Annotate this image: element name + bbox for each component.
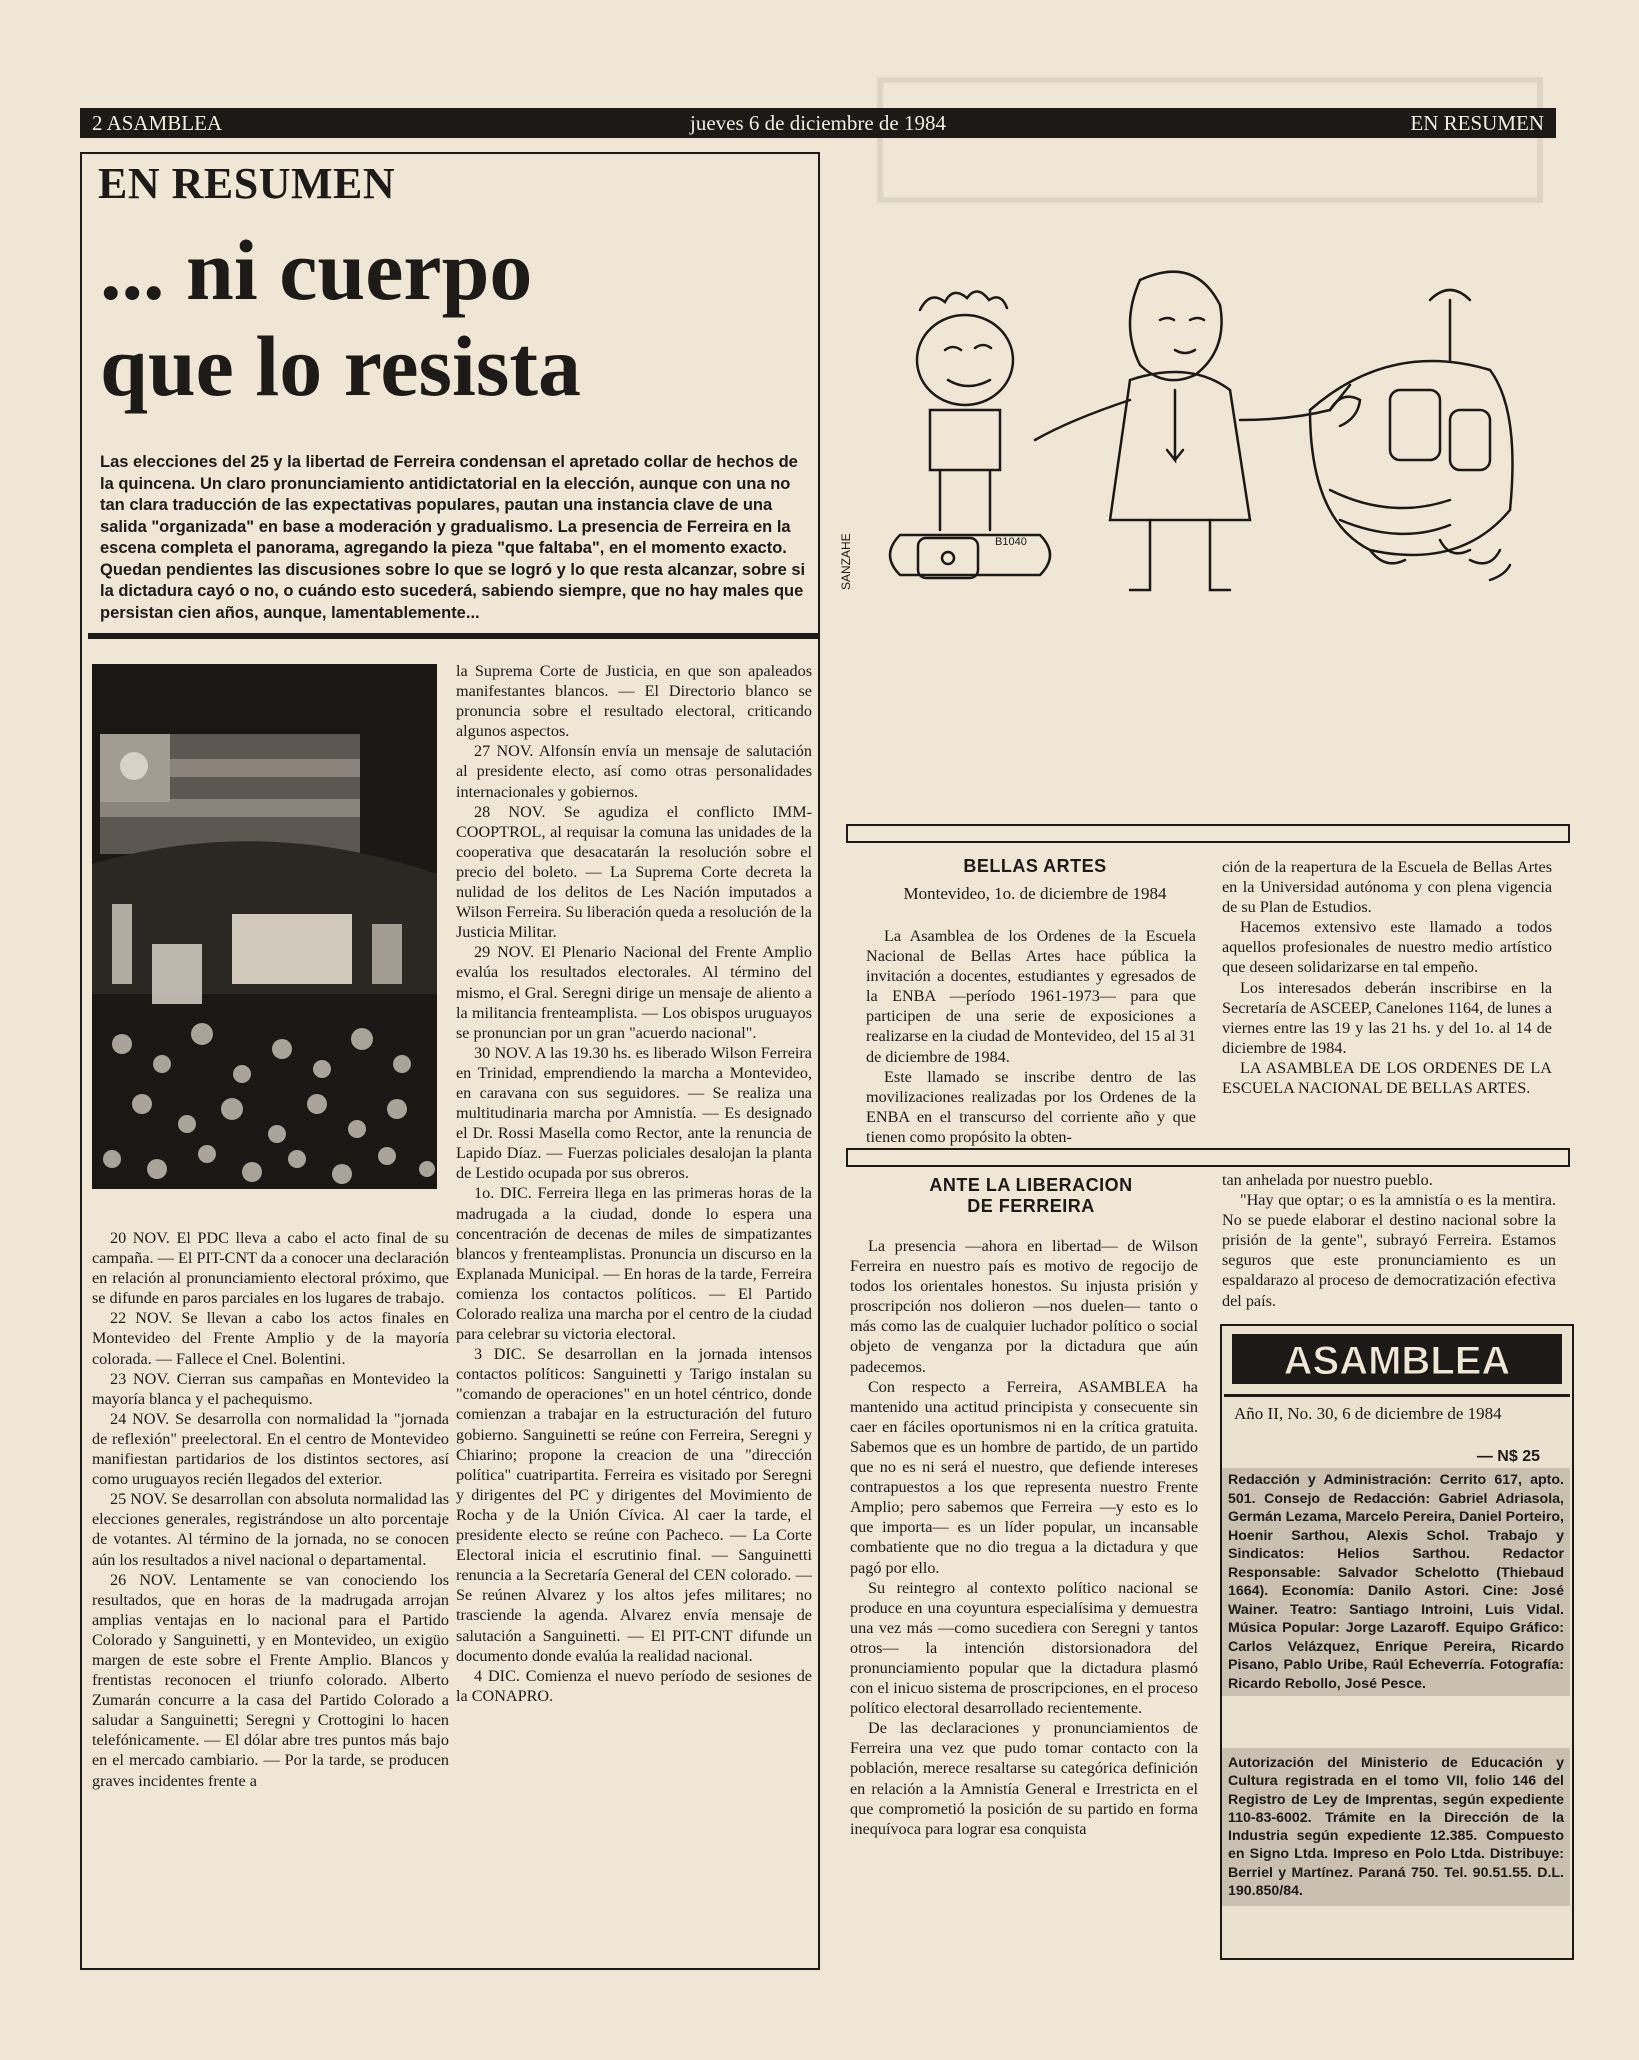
liberacion-column-left xyxy=(850,1236,1198,1839)
header-section: EN RESUMEN xyxy=(1410,111,1544,135)
chronology-entry: 22 NOV. Se llevan a cabo los actos finales en Montevideo del Frente Amplio y de la mayoría colorada. — Fallece el Cnel. Bolentini. xyxy=(92,1309,449,1368)
show-through-logo-decoration xyxy=(870,60,1550,220)
cartoon-artist-signature: SANZAHE xyxy=(839,533,853,590)
headline-line-1: ... ni cuerpo xyxy=(100,222,533,318)
chronology-entry-continued: la Suprema Corte de Justicia, en que son apaleados manifestantes blancos. — El Directorio blanco se pronuncia sobre el resultado electoral, criticando algunos aspectos. xyxy=(456,662,812,741)
lead-divider xyxy=(88,633,818,639)
bellas-artes-column-left xyxy=(866,926,1196,1147)
bellas-artes-signature: LA ASAMBLEA DE LOS ORDENES DE LA ESCUELA NACIONAL DE BELLAS ARTES. xyxy=(1222,1058,1552,1098)
chronology-column-right xyxy=(456,661,812,1706)
bellas-artes-paragraph: Los interesados deberán inscribirse en la Secretaría de ASCEEP, Canelones 1164, de lunes a viernes entre las 19 y las 21 hs. y del 1o. al 14 de diciembre de 1984. xyxy=(1222,978,1552,1057)
page-header-band xyxy=(80,108,1556,138)
chronology-column-left xyxy=(92,1228,449,1791)
chronology-entry: 4 DIC. Comienza el nuevo período de sesiones de la CONAPRO. xyxy=(456,1666,812,1705)
bellas-artes-paragraph: Hacemos extensivo este llamado a todos aquellos profesionales de nuestro medio artístico que deseen solidarizarse en tal empeño. xyxy=(1222,918,1552,977)
article-lead xyxy=(100,452,810,624)
lead-paragraph: Las elecciones del 25 y la libertad de Ferreira condensan el apretado collar de hechos de la quincena. Un claro pronunciamiento antidictatorial en la elección, aunque con una no tan clara traducción de las expectativas populares, pautan una instancia clave de una salida "organizada" en base a moderación y gradualismo. La presencia de Ferreira en la escena completa el panorama, agregando la pieza "que faltaba", en el momento exacto. xyxy=(100,453,798,557)
headline-line-2: que lo resista xyxy=(100,318,581,414)
bellas-artes-paragraph-continued: ción de la reapertura de la Escuela de Bellas Artes en la Universidad autónoma y con plena vigencia de su Plan de Estudios. xyxy=(1222,858,1552,917)
chronology-entry: 24 NOV. Se desarrolla con normalidad la "jornada de reflexión" preelectoral. En el centro de Montevideo manifiestan partidarios de los distintos sectores, así como uruguayos recién llegados del exterior. xyxy=(92,1409,449,1489)
rally-photo xyxy=(92,664,437,1189)
header-page-number: 2 ASAMBLEA xyxy=(92,111,223,135)
lead-paragraph: Quedan pendientes las discusiones sobre lo que se logró y lo que resta alcanzar, sobre si la dictadura cayó o no, o cuándo esto sucederá, sabiendo siempre, que no hay males que persistan cien años, aunque, lamentablemente... xyxy=(100,560,806,622)
liberacion-column-right xyxy=(1222,1170,1556,1311)
asamblea-logo xyxy=(1232,1334,1562,1384)
masthead-credits: Redacción y Administración: Cerrito 617, apto. 501. Consejo de Redacción: Gabriel Adriasola, Germán Lezama, Marcelo Pereira, Daniel Porteiro, Hoenir Sarthou, Alexis Schol. Trabajo y Sindicatos: Helios Sarthou. Redactor Responsable: Salvador Schelotto (Thiebaud 1664). Economía: Danilo Astori. Cine: José Wainer. Teatro: Santiago Introini, Luis Vidal. Música Popular: Jorge Lazaroff. Equipo Gráfico: Carlos Velázquez, Enrique Pereira, Ricardo Pisano, Pablo Uribe, Raúl Echeverría. Fotografía: Ricardo Rebollo, José Pesce. xyxy=(1222,1468,1570,1696)
liberacion-paragraph-continued: tan anhelada por nuestro pueblo. xyxy=(1222,1171,1433,1189)
chronology-entry: 29 NOV. El Plenario Nacional del Frente Amplio evalúa los resultados electorales. Al término del mismo, el Gral. Seregni dirige un mensaje de aliento a la militancia frenteamplista. — Los obispos uruguayos se pronuncian por un gran "acuerdo nacional". xyxy=(456,943,812,1042)
liberacion-paragraph: La presencia —ahora en libertad— de Wilson Ferreira en nuestro país es motivo de regocijo de todos los orientales honestos. Su injusta prisión y proscripción nos dolieron —nos duelen— tanto o más como las de cualquier luchador político o social objeto de venganza por la dictadura que aún padecemos. xyxy=(850,1237,1198,1376)
bellas-artes-column-right xyxy=(1222,857,1552,1098)
masthead-issue-line: Año II, No. 30, 6 de diciembre de 1984 xyxy=(1234,1404,1502,1423)
article-headline xyxy=(100,222,800,414)
bellas-artes-title: BELLAS ARTES xyxy=(963,856,1107,876)
masthead-price: — N$ 25 xyxy=(1476,1448,1540,1465)
chronology-entry: 20 NOV. El PDC lleva a cabo el acto final de su campaña. — El PIT-CNT da a conocer una declaración en relación al pronunciamiento electoral próximo, que se difunde en paros parciales en los lugares de trabajo. xyxy=(92,1229,449,1308)
bellas-artes-paragraph: La Asamblea de los Ordenes de la Escuela Nacional de Bellas Artes hace pública la invitación a docentes, estudiantes y egresados de la ENBA —período 1961-1973— para que participen de una serie de exposiciones a realizarse en la ciudad de Montevideo, del 15 al 31 de diciembre de 1984. xyxy=(866,927,1196,1066)
liberacion-title-line: DE FERREIRA xyxy=(967,1196,1095,1216)
chronology-entry: 27 NOV. Alfonsín envía un mensaje de salutación al presidente electo, así como otras personalidades internacionales y gobiernos. xyxy=(456,742,812,801)
chronology-entry: 23 NOV. Cierran sus campañas en Montevideo la mayoría blanca y el pachequismo. xyxy=(92,1369,449,1408)
liberacion-paragraph: Con respecto a Ferreira, ASAMBLEA ha mantenido una actitud principista y consecuente sin caer en fáciles oportunismos ni en la crítica gratuita. Sabemos que es un hombre de partido, de un partido que no es ni será el nuestro, que defiende intereses contrapuestos a los que representa nuestro Frente Amplio; pero sabemos que Ferreira —y esto es lo que importa— es un líder popular, un incansable combatiente que no dio tregua a la dictadura y que pagó por ello. xyxy=(850,1377,1198,1577)
liberacion-title xyxy=(866,1175,1196,1217)
chronology-entry: 3 DIC. Se desarrollan en la jornada intensos contactos políticos: Sanguinetti y Tarigo instalan su "comando de operaciones" en un hotel céntrico, donde comienzan a trabajar en la estructuración del futuro gobierno. Sanguinetti se reúne con Ferreira, Seregni y Chiarino; propone la creacion de una "dirección política" cuatripartita. Ferreira es visitado por Seregni y dirigentes del PC y dirigentes del Movimiento de Rocha y de la Unión Cívica. Al caer la tarde, el presidente electo se reúne con Pacheco. — La Corte Electoral inicia el escrutinio final. — Sanguinetti renuncia a la Secretaría General del CEN colorado. — Se reúnen Alvarez y los altos jefes militares; no trasciende la agenda. Alvarez envía mensaje de salutación a Sanguinetti. — El PIT-CNT difunde un documento donde evalúa la realidad nacional. xyxy=(456,1345,812,1665)
political-cartoon xyxy=(830,240,1550,800)
bellas-artes-dateline: Montevideo, 1o. de diciembre de 1984 xyxy=(903,884,1167,903)
chronology-entry: 25 NOV. Se desarrollan con absoluta normalidad las elecciones generales, registrándose un alto porcentaje de votantes. Al término de la jornada, no se conocen aún los resultados a nivel nacional o departamental. xyxy=(92,1490,449,1569)
liberacion-paragraph: De las declaraciones y pronunciamientos de Ferreira una vez que pudo tomar contacto con la población, merece resaltarse su categórica definición en relación a la Amnistía General e Irrestricta en el que comprometió la posición de su partido en forma inequívoca para lograr esa conquista xyxy=(850,1719,1198,1838)
liberacion-paragraph: Su reintegro al contexto político nacional se produce en una coyuntura especialísima y demuestra una vez más —como sucediera con Seregni y tantos otros— la intención distorsionadora del pronunciamiento popular que la dictadura plasmó con el inicuo sistema de proscripciones, en el proceso político electoral desarrollado recientemente. xyxy=(850,1578,1198,1718)
masthead-divider xyxy=(1224,1394,1570,1397)
header-date: jueves 6 de diciembre de 1984 xyxy=(690,111,946,135)
bellas-artes-paragraph: Este llamado se inscribe dentro de las movilizaciones realizadas por los Ordenes de la ENBA en el transcurso del corriente año y que tienen como propósito la obten- xyxy=(866,1067,1196,1146)
chronology-entry: 30 NOV. A las 19.30 hs. es liberado Wilson Ferreira en Trinidad, emprendiendo la marcha a Montevideo, en caravana con sus seguidores. — Se realiza una multitudinaria marcha por Amnistía. — Es designado el Dr. Rossi Masella como Rector, ante la renuncia de Lapido Díaz. — Fuerzas policiales desalojan la planta de Lestido ocupada por sus obreros. xyxy=(456,1043,812,1183)
chronology-entry: 28 NOV. Se agudiza el conflicto IMM-COOPTROL, al requisar la comuna las unidades de la cooperativa que desacatarán la resolución sobre el precio del boleto. — La Suprema Corte decreta la nulidad de los delitos de Les Nación imputados a Wilson Ferreira. Su liberación queda a resolución de la Justicia Militar. xyxy=(456,802,812,942)
chronology-entry: 26 NOV. Lentamente se van conociendo los resultados, que en horas de la madrugada arrojan amplias ventajas en lo nacional para el Partido Colorado y Sanguinetti, y en Montevideo, un exigüo margen de este sobre el Frente Amplio. Blancos y frentistas reconocen el triunfo colorado. Alberto Zumarán concurre a la casa del Partido Colorado a saludar a Sanguinetti; Seregni y Crottogini lo hacen telefónicamente. — El dólar abre tres puntos más bajo en el mercado cambiario. — Por la tarde, se producen graves incidentes frente a xyxy=(92,1570,449,1790)
cartoon-doll-label: B1040 xyxy=(995,536,1027,548)
chronology-entry: 1o. DIC. Ferreira llega en las primeras horas de la madrugada a la ciudad, donde lo espera una concentración de decenas de miles de simpatizantes blancos y frenteamplistas. Pronuncia un discurso en la Explanada Municipal. — En horas de la tarde, Ferreira comienza los contactos políticos. — El Partido Colorado realiza una marcha por el centro de la ciudad para celebrar su victoria electoral. xyxy=(456,1184,812,1344)
article-kicker: EN RESUMEN xyxy=(98,159,396,208)
liberacion-paragraph: "Hay que optar; o es la amnistía o es la mentira. No se puede elaborar el destino nacional sobre la prisión de la gente", subrayó Ferreira. Estamos seguros que este pronunciamiento es un espaldarazo al proceso de democratización efectiva del país. xyxy=(1222,1191,1556,1310)
masthead-logo-text: ASAMBLEA xyxy=(1283,1339,1511,1383)
liberacion-top-frame xyxy=(846,1148,1570,1167)
bellas-artes-top-frame xyxy=(846,824,1570,843)
liberacion-title-line: ANTE LA LIBERACION xyxy=(929,1175,1133,1195)
masthead-authorization: Autorización del Ministerio de Educación y Cultura registrada en el tomo VII, folio 146 del Registro de Ley de Imprentas, según expediente 110-83-6002. Trámite en la Dirección de la Industria según expediente 12.385. Compuesto en Signo Ltda. Impreso en Polo Ltda. Distribuye: Berriel y Martínez. Paraná 750. Tel. 90.51.55. D.L. 190.850/84. xyxy=(1222,1748,1570,1906)
